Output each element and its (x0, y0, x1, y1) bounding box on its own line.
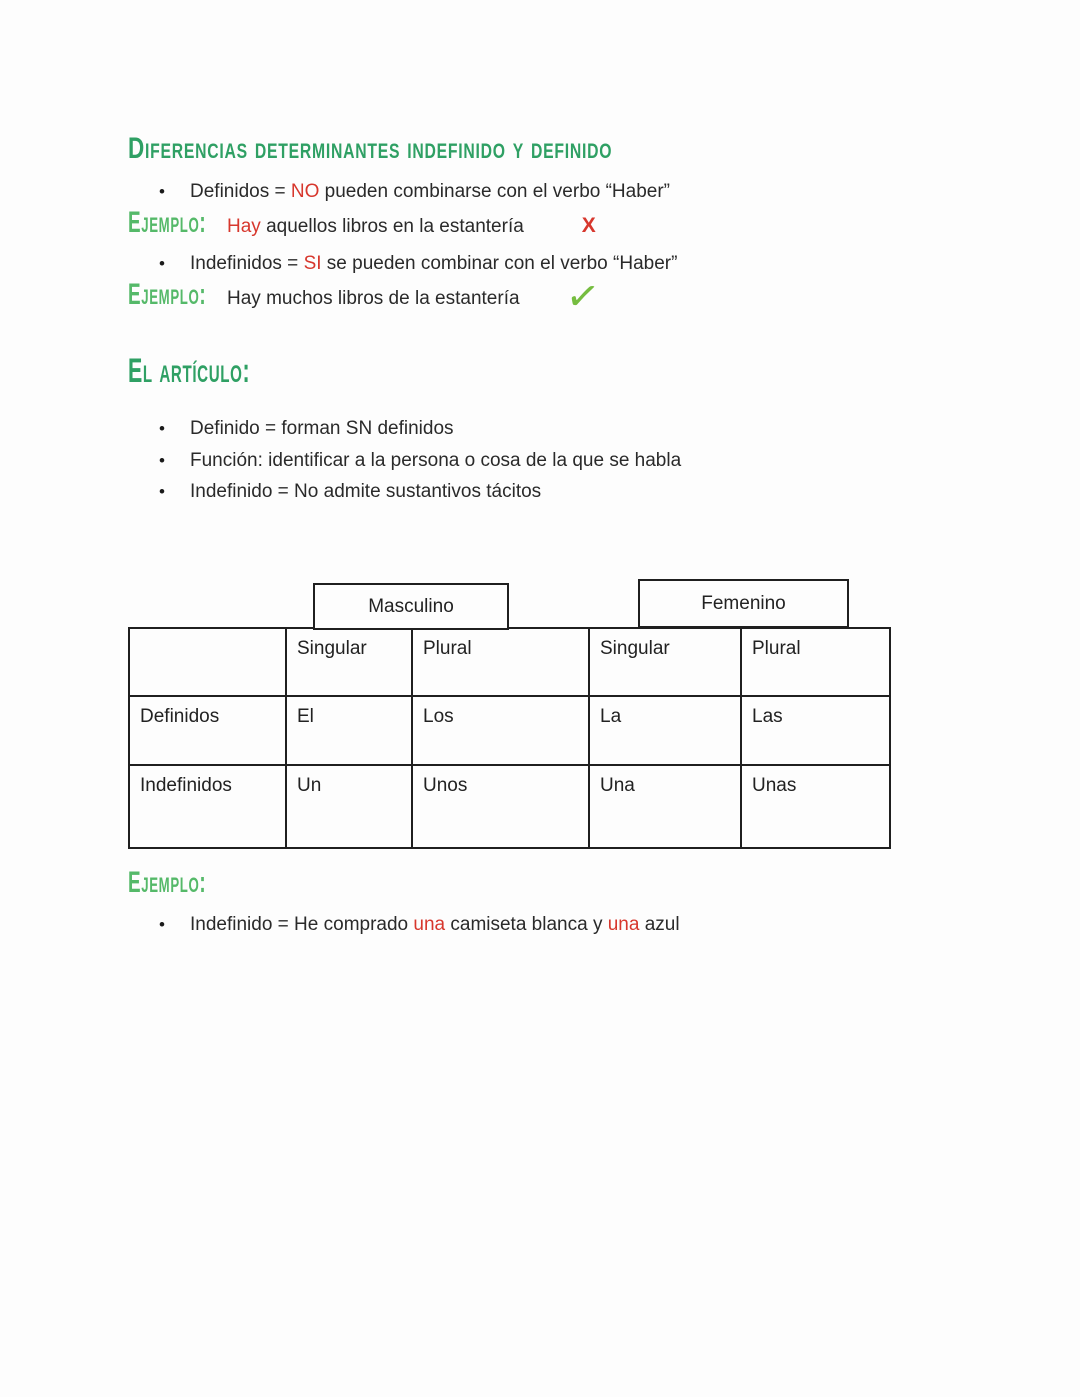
x-mark: X (581, 214, 596, 237)
ejemplo-label: Ejemplo: (128, 278, 207, 311)
ejemplo1-text: aquellos libros en la estantería (260, 216, 524, 237)
section-title-text: El artículo: (128, 352, 251, 390)
bullet2-post: se pueden combinar con el verbo “Haber” (321, 253, 678, 274)
section-title-diferencias (128, 132, 774, 166)
final-una-2: una (607, 914, 640, 935)
table-row-indefinidos (129, 765, 890, 848)
articles-table (128, 627, 891, 849)
bullet-indefinidos-haber (128, 252, 677, 276)
bullet-text: Indefinido = No admite sustantivos tácitos (190, 481, 542, 502)
bullet1-no: NO (290, 181, 320, 202)
bullet-definido-sn (128, 417, 454, 441)
bullet-indefinido-tacitos (128, 480, 541, 504)
cell-unas: Unas (741, 765, 890, 848)
row-label: Indefinidos (129, 765, 286, 848)
bullet-dot: • (159, 915, 165, 934)
bullet-dot: • (159, 254, 165, 273)
final-p1: camiseta blanca y (445, 914, 608, 935)
row-label: Definidos (129, 696, 286, 765)
masculino-label: Masculino (368, 595, 454, 617)
bullet-dot: • (159, 482, 165, 501)
bullet2-si: SI (303, 253, 322, 274)
femenino-label: Femenino (701, 592, 786, 614)
col-header: Plural (412, 628, 589, 696)
bullet-text (190, 913, 680, 937)
col-header: Plural (741, 628, 890, 696)
cell-un: Un (286, 765, 412, 848)
ejemplo2-text: Hay muchos libros de la estantería (227, 288, 520, 309)
cell-el: El (286, 696, 412, 765)
bullet2-pre: Indefinidos = (190, 253, 304, 274)
ejemplo-label: Ejemplo: (128, 206, 207, 239)
cell-la: La (589, 696, 741, 765)
bullet-ejemplo-final (128, 913, 680, 937)
ejemplo-2 (128, 271, 603, 323)
femenino-header-box (638, 579, 849, 628)
section-title-text: Diferencias determinantes indefinido y definido (128, 132, 613, 165)
bullet1-post: pueden combinarse con el verbo “Haber” (319, 181, 671, 202)
bullet-funcion (128, 449, 681, 473)
ejemplo1-sentence (227, 214, 596, 239)
corner-cell (129, 628, 286, 696)
cell-los: Los (412, 696, 589, 765)
cell-unos: Unos (412, 765, 589, 848)
ejemplo-label: Ejemplo: (128, 866, 207, 899)
masculino-header-box (313, 583, 509, 630)
bullet1-pre: Definidos = (190, 181, 291, 202)
section-title-articulo (128, 352, 322, 391)
ejemplo2-sentence (227, 271, 603, 323)
bullet-dot: • (159, 419, 165, 438)
col-header: Singular (286, 628, 412, 696)
bullet-dot: • (159, 451, 165, 470)
final-una-1: una (413, 914, 446, 935)
table-row-definidos (129, 696, 890, 765)
cell-las: Las (741, 696, 890, 765)
final-p0: Indefinido = He comprado (190, 914, 414, 935)
bullet-dot: • (159, 182, 165, 201)
ejemplo-3-label-line (128, 866, 227, 900)
col-header: Singular (589, 628, 741, 696)
final-p2: azul (639, 914, 680, 935)
ejemplo1-hay: Hay (227, 216, 261, 237)
table-header-row (129, 628, 890, 696)
bullet-text (190, 180, 670, 204)
cell-una: Una (589, 765, 741, 848)
bullet-text: Función: identificar a la persona o cosa de la que se habla (190, 450, 682, 471)
bullet-definidos-haber (128, 180, 670, 204)
bullet-text: Definido = forman SN definidos (190, 418, 454, 439)
bullet-text (190, 252, 677, 276)
check-icon: ✓ (562, 271, 603, 323)
ejemplo-1 (128, 206, 596, 240)
